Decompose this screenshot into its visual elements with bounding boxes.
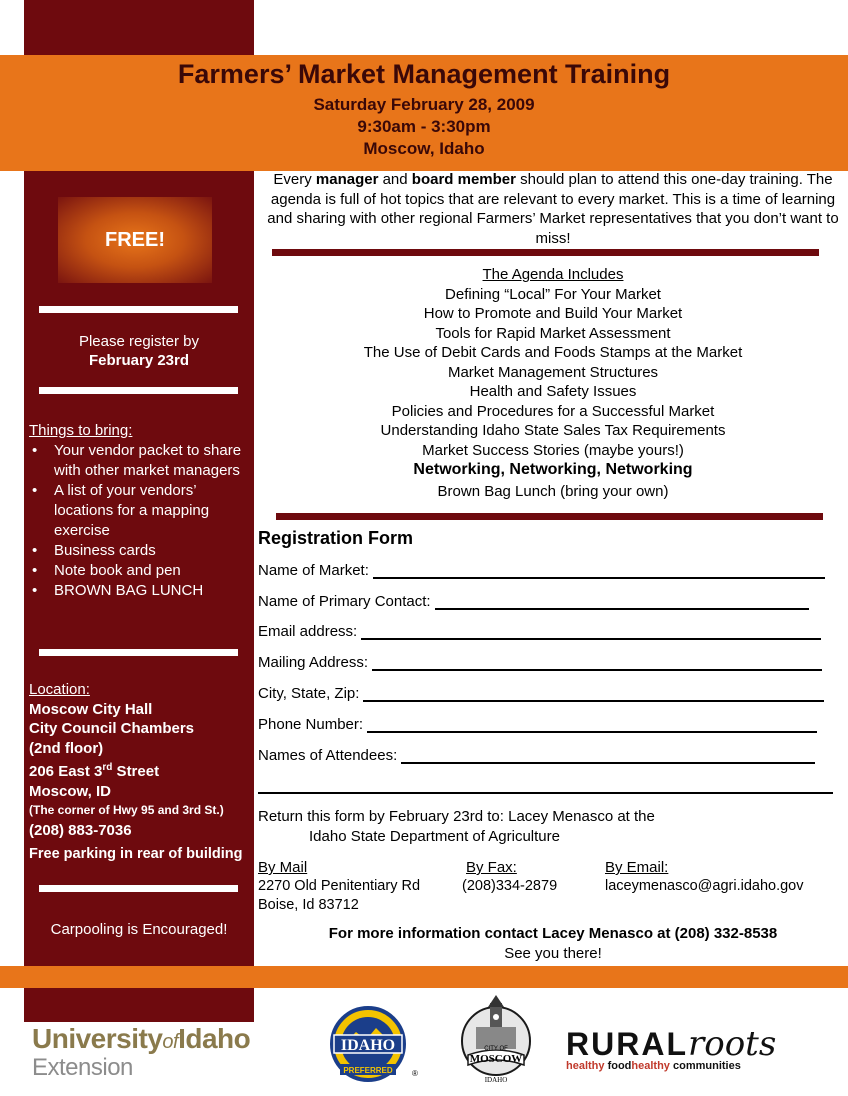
mail-address: 2270 Old Penitentiary Rd <box>258 878 421 894</box>
event-time: 9:30am - 3:30pm <box>357 117 491 136</box>
svg-text:MOSCOW: MOSCOW <box>469 1053 523 1065</box>
register-line: Please register by <box>78 333 200 350</box>
email-address[interactable]: laceymenasco@agri.idaho.gov <box>605 878 804 894</box>
list-item: • Your vendor packet to share with other market managers <box>29 441 254 481</box>
city-of-moscow-logo <box>454 993 540 1088</box>
agenda-item: Health and Safety Issues <box>469 383 637 400</box>
field-label: Phone Number: <box>258 716 364 733</box>
agenda-item: How to Promote and Build Your Market <box>423 305 683 322</box>
field-label: City, State, Zip: <box>258 685 360 702</box>
event-details <box>0 94 848 160</box>
location-line: City Council Chambers <box>29 720 195 737</box>
sidebar-divider <box>39 306 238 313</box>
free-label: FREE! <box>105 228 165 251</box>
field-label: Name of Primary Contact: <box>258 593 431 610</box>
field-line[interactable] <box>373 562 825 579</box>
agenda <box>258 265 848 501</box>
list-item: • Business cards <box>29 541 254 561</box>
phone-field[interactable] <box>258 716 817 733</box>
register-deadline: February 23rd <box>88 352 190 369</box>
agenda-highlight: Networking, Networking, Networking <box>413 461 693 478</box>
sidebar-divider <box>39 885 238 892</box>
field-line[interactable] <box>401 747 815 764</box>
agenda-item: Tools for Rapid Market Assessment <box>435 324 671 342</box>
email-field[interactable] <box>258 623 821 640</box>
field-line[interactable] <box>435 593 809 610</box>
street-address: 206 East 3rd Street <box>29 762 160 780</box>
list-item: • Note book and pen <box>29 561 254 581</box>
mail-heading: By Mail <box>258 859 308 876</box>
field-label: Name of Market: <box>258 562 369 579</box>
city-line: Moscow, ID <box>29 782 111 800</box>
see-you-line: See you there! <box>504 945 602 962</box>
more-info-line: For more information contact Lacey Menasco at (208) 332-8538 <box>328 925 778 942</box>
field-line[interactable] <box>363 685 824 702</box>
location-block <box>29 680 243 865</box>
email-heading: By Email: <box>605 859 669 876</box>
rural-roots-logo: RURALroots healthy foodhealthy communities <box>566 1024 777 1072</box>
contact-fax <box>462 858 557 896</box>
sidebar <box>24 171 254 966</box>
event-place: Moscow, Idaho <box>363 139 485 158</box>
field-line[interactable] <box>367 716 817 733</box>
svg-text:IDAHO: IDAHO <box>340 1037 396 1054</box>
corner-note: (The corner of Hwy 95 and 3rd St.) <box>29 803 224 817</box>
field-label: Mailing Address: <box>258 654 369 671</box>
idaho-preferred-logo <box>316 1002 434 1082</box>
agenda-item: Understanding Idaho State Sales Tax Requirements <box>380 422 726 439</box>
attendees-extra-line[interactable] <box>258 792 833 794</box>
fax-heading: By Fax: <box>466 859 517 876</box>
intro-paragraph: Every manager and board member should plan to attend this one-day training. The agenda is full of hot topics that are relevant to every market. This is a time of learning and sharing with other regional Farmers’ Market representatives that you don’t want to miss! <box>267 171 839 247</box>
section-divider <box>272 249 819 256</box>
location-line: Moscow City Hall <box>29 700 153 718</box>
agenda-item: Market Success Stories (maybe yours!) <box>422 441 684 459</box>
return-line: Return this form by February 23rd to: Lacey Menasco at the <box>258 808 655 825</box>
things-heading: Things to bring: <box>29 422 133 439</box>
attendees-field[interactable] <box>258 747 815 764</box>
event-date: Saturday February 28, 2009 <box>313 95 535 114</box>
footer-sidebar-band <box>24 988 254 1022</box>
section-divider <box>276 513 823 520</box>
return-agency: Idaho State Department of Agriculture <box>309 828 560 845</box>
return-instructions <box>258 807 655 847</box>
mail-city: Boise, Id 83712 <box>258 897 359 913</box>
free-badge <box>58 197 212 283</box>
field-label: Names of Attendees: <box>258 747 398 764</box>
contact-email <box>605 858 804 896</box>
fax-number: (208)334-2879 <box>462 878 558 894</box>
agenda-item: Market Management Structures <box>447 363 659 381</box>
market-name-field[interactable] <box>258 562 825 579</box>
svg-text:IDAHO: IDAHO <box>484 1076 508 1084</box>
list-item: • A list of your vendors’ locations for a mapping exercise <box>29 481 254 541</box>
primary-contact-field[interactable] <box>258 593 809 610</box>
header-banner <box>0 55 848 171</box>
location-line: (2nd floor) <box>29 739 104 757</box>
svg-text:CITY OF: CITY OF <box>484 1046 508 1052</box>
university-of-idaho-logo: UniversityofIdaho Extension <box>32 1023 251 1081</box>
mailing-address-field[interactable] <box>258 654 822 671</box>
agenda-item: Defining “Local” For Your Market <box>445 285 661 303</box>
field-line[interactable] <box>361 623 821 640</box>
footer-bar <box>0 966 848 988</box>
svg-text:®: ® <box>412 1069 418 1078</box>
list-item: • BROWN BAG LUNCH <box>29 581 254 601</box>
agenda-item: Policies and Procedures for a Successful Market <box>391 402 715 420</box>
sidebar-divider <box>39 649 238 656</box>
city-state-zip-field[interactable] <box>258 685 824 702</box>
contact-mail <box>258 858 420 915</box>
phone-number: (208) 883-7036 <box>29 821 132 839</box>
registration-title: Registration Form <box>258 528 414 548</box>
sidebar-divider <box>39 387 238 394</box>
agenda-title: The Agenda Includes <box>482 266 624 283</box>
svg-text:PREFERRED: PREFERRED <box>343 1066 393 1075</box>
field-line[interactable] <box>372 654 822 671</box>
parking-note: Free parking in rear of building <box>29 846 243 862</box>
location-heading: Location: <box>29 681 90 698</box>
things-list <box>29 441 254 601</box>
more-info <box>258 924 848 964</box>
agenda-item: The Use of Debit Cards and Foods Stamps at the Market <box>363 344 743 361</box>
agenda-lunch: Brown Bag Lunch (bring your own) <box>437 482 669 500</box>
register-note <box>24 332 254 370</box>
page-title: Farmers’ Market Management Training <box>177 59 671 89</box>
sidebar-top-band <box>24 0 254 55</box>
carpool-note: Carpooling is Encouraged! <box>50 921 228 938</box>
field-label: Email address: <box>258 623 358 640</box>
